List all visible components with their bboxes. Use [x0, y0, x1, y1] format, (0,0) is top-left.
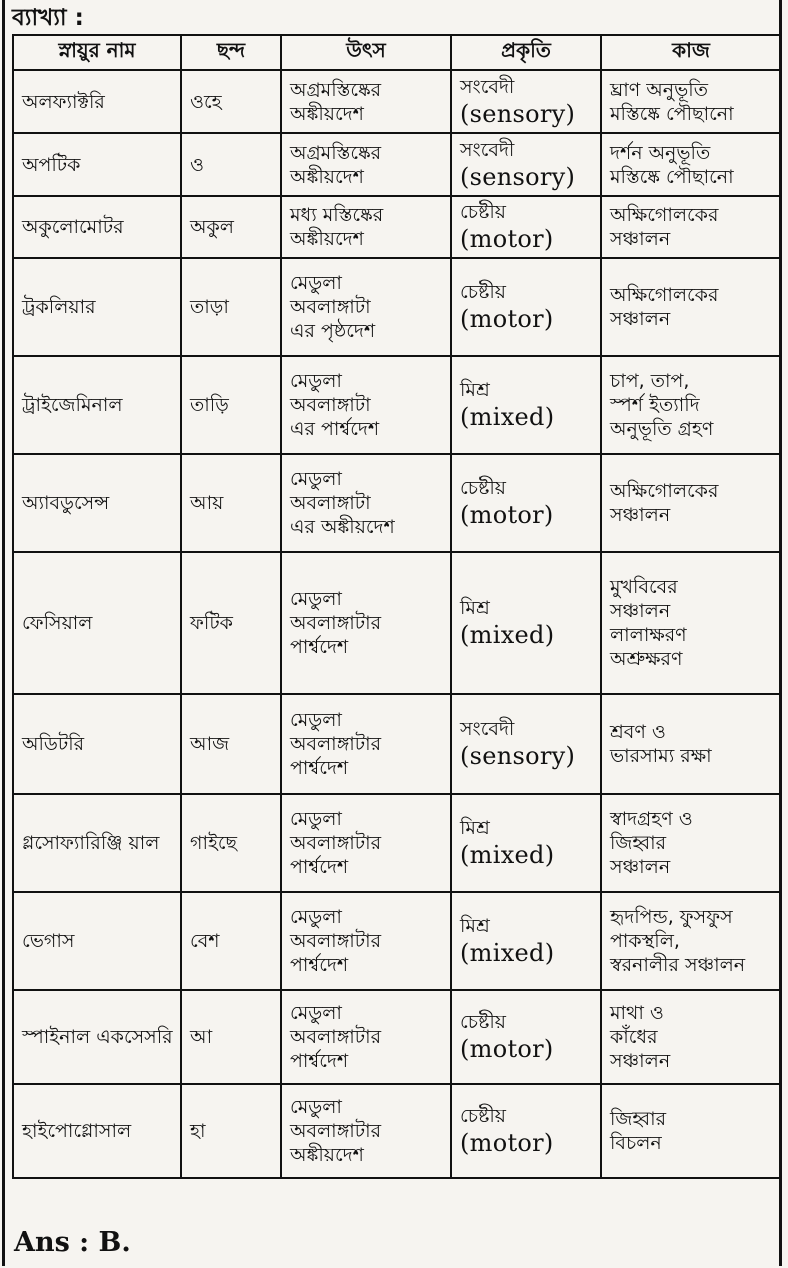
- nerve-nature: [451, 258, 601, 356]
- origin-line: অঙ্কীয়দেশ: [290, 102, 364, 125]
- nature-english: (sensory): [460, 162, 576, 191]
- nature-bengali: মিশ্র: [460, 379, 490, 401]
- header-nerve-name: স্নায়ুর নাম: [13, 35, 181, 70]
- header-mnemonic: ছন্দ: [181, 35, 281, 70]
- origin-line: পার্শ্বদেশ: [290, 856, 349, 878]
- nerve-nature: [451, 196, 601, 258]
- nerve-function: [601, 454, 781, 552]
- nerve-mnemonic: আজ: [181, 694, 281, 794]
- origin-line: পার্শ্বদেশ: [290, 636, 349, 658]
- function-line: মস্তিষ্কে পৌছানো: [610, 102, 734, 125]
- nerve-function: [601, 196, 781, 258]
- origin-line: মেডুলা: [290, 906, 342, 928]
- nature-english: (motor): [460, 501, 554, 529]
- nerve-function: [601, 1084, 781, 1178]
- function-line: সঞ্চালন: [610, 504, 671, 526]
- nerve-mnemonic: অকুল: [181, 196, 281, 258]
- nerve-origin: [281, 794, 451, 892]
- nature-english: (motor): [460, 1129, 554, 1157]
- function-line: অনুভূতি গ্রহণ: [610, 418, 714, 440]
- function-line: মাথা ও: [610, 1002, 664, 1024]
- nerve-mnemonic: তাড়ি: [181, 356, 281, 454]
- nerve-name: অপটিক: [13, 133, 181, 196]
- table-body: [13, 70, 781, 1178]
- origin-line: অঙ্কীয়দেশ: [290, 165, 364, 188]
- nerve-nature: [451, 356, 601, 454]
- table-row: [13, 694, 781, 794]
- origin-line: অবলাঙ্গাটার: [290, 832, 382, 854]
- nature-english: (sensory): [460, 742, 576, 770]
- nerve-name: হাইপোগ্লোসাল: [13, 1084, 181, 1178]
- table-row: [13, 552, 781, 694]
- nerve-function: [601, 70, 781, 133]
- function-line: দর্শন অনুভূতি: [610, 141, 711, 164]
- function-line: চাপ, তাপ,: [610, 370, 690, 392]
- nerve-origin: [281, 133, 451, 196]
- origin-line: অঙ্কীয়দেশ: [290, 228, 364, 250]
- function-line: সঞ্চালন: [610, 856, 671, 878]
- origin-line: অবলাঙ্গাটার: [290, 1026, 382, 1048]
- origin-line: অবলাঙ্গাটার: [290, 612, 382, 634]
- function-line: স্পর্শ ইত্যাদি: [610, 394, 700, 416]
- nerve-origin: [281, 1084, 451, 1178]
- table-row: [13, 70, 781, 133]
- origin-line: অঙ্কীয়দেশ: [290, 1144, 364, 1166]
- function-line: কাঁধের: [610, 1026, 658, 1048]
- nature-english: (motor): [460, 1035, 554, 1063]
- table-row: [13, 454, 781, 552]
- origin-line: অবলাঙ্গাটার: [290, 1120, 382, 1142]
- nature-bengali: মিশ্র: [460, 817, 490, 839]
- nerve-name: অ্যাবডুসেন্স: [13, 454, 181, 552]
- nerve-nature: [451, 552, 601, 694]
- nerve-mnemonic: গাইছে: [181, 794, 281, 892]
- function-line: অক্ষিগোলকের: [610, 480, 719, 502]
- nerve-mnemonic: হা: [181, 1084, 281, 1178]
- nerve-name: ট্রাইজেমিনাল: [13, 356, 181, 454]
- origin-line: এর অঙ্কীয়দেশ: [290, 516, 395, 538]
- nature-english: (mixed): [460, 939, 555, 967]
- nerve-name: স্পাইনাল একসেসরি: [13, 990, 181, 1084]
- nerve-function: [601, 694, 781, 794]
- nerve-nature: [451, 892, 601, 990]
- function-line: ভারসাম্য রক্ষা: [610, 745, 712, 767]
- function-line: ঘ্রাণ অনুভূতি: [610, 78, 708, 101]
- origin-line: মেডুলা: [290, 1096, 342, 1118]
- nerve-name: ফেসিয়াল: [13, 552, 181, 694]
- nerve-nature: [451, 133, 601, 196]
- table-row: [13, 892, 781, 990]
- section-heading: ব্যাখ্যা :: [12, 5, 84, 31]
- nerve-function: [601, 258, 781, 356]
- header-origin: উৎস: [281, 35, 451, 70]
- nature-english: (sensory): [460, 99, 576, 128]
- table-row: [13, 990, 781, 1084]
- origin-line: মেডুলা: [290, 468, 342, 490]
- function-line: জিহ্বার: [610, 1108, 667, 1130]
- origin-line: মেডুলা: [290, 588, 342, 610]
- nerve-mnemonic: আয়: [181, 454, 281, 552]
- origin-line: মধ্য মস্তিষ্কের: [290, 204, 384, 226]
- nerve-nature: [451, 70, 601, 133]
- table-row: [13, 356, 781, 454]
- function-line: লালাক্ষরণ: [610, 624, 687, 646]
- nature-bengali: সংবেদী: [460, 718, 515, 740]
- table-row: [13, 133, 781, 196]
- origin-line: পার্শ্বদেশ: [290, 954, 349, 976]
- table-header-row: [13, 35, 781, 70]
- nerve-nature: [451, 454, 601, 552]
- table-row: [13, 196, 781, 258]
- nature-bengali: সংবেদী: [460, 75, 515, 98]
- nerve-function: [601, 552, 781, 694]
- nerve-function: [601, 133, 781, 196]
- origin-line: অগ্রমস্তিষ্কের: [290, 141, 382, 164]
- nature-english: (motor): [460, 305, 554, 333]
- nerve-origin: [281, 990, 451, 1084]
- header-function: কাজ: [601, 35, 781, 70]
- origin-line: মেডুলা: [290, 272, 342, 294]
- nerve-mnemonic: ও: [181, 133, 281, 196]
- nerve-function: [601, 892, 781, 990]
- nature-english: (mixed): [460, 621, 555, 649]
- nature-bengali: চেষ্টীয়: [460, 1011, 506, 1033]
- function-line: হৃদপিন্ড, ফুসফুস: [610, 906, 733, 928]
- nerve-origin: [281, 892, 451, 990]
- origin-line: অবলাঙ্গাটা: [290, 296, 371, 318]
- nerve-mnemonic: আ: [181, 990, 281, 1084]
- nerve-mnemonic: বেশ: [181, 892, 281, 990]
- origin-line: পার্শ্বদেশ: [290, 1050, 349, 1072]
- nerve-name: অলফ্যাক্টরি: [13, 70, 181, 133]
- nerve-nature: [451, 990, 601, 1084]
- nature-english: (mixed): [460, 403, 555, 431]
- function-line: অশ্রুক্ষরণ: [610, 648, 683, 670]
- origin-line: মেডুলা: [290, 709, 342, 731]
- nature-english: (motor): [460, 225, 554, 253]
- function-line: শ্রবণ ও: [610, 721, 666, 743]
- function-line: সঞ্চালন: [610, 228, 671, 250]
- origin-line: মেডুলা: [290, 1002, 342, 1024]
- origin-line: অবলাঙ্গাটার: [290, 930, 382, 952]
- origin-line: মেডুলা: [290, 808, 342, 830]
- nerve-mnemonic: ফটিক: [181, 552, 281, 694]
- nerve-function: [601, 990, 781, 1084]
- nerve-origin: [281, 196, 451, 258]
- function-line: জিহ্বার: [610, 832, 667, 854]
- table-row: [13, 794, 781, 892]
- nerve-origin: [281, 258, 451, 356]
- origin-line: পার্শ্বদেশ: [290, 757, 349, 779]
- table-row: [13, 1084, 781, 1178]
- function-line: মস্তিষ্কে পৌছানো: [610, 165, 734, 188]
- header-nature: প্রকৃতি: [451, 35, 601, 70]
- nature-bengali: সংবেদী: [460, 138, 515, 161]
- origin-line: অবলাঙ্গাটা: [290, 394, 371, 416]
- function-line: স্বরনালীর সঞ্চালন: [610, 954, 746, 976]
- function-line: সঞ্চালন: [610, 1050, 671, 1072]
- function-line: অক্ষিগোলকের: [610, 284, 719, 306]
- function-line: বিচলন: [610, 1132, 662, 1154]
- answer-text: Ans : B.: [14, 1227, 131, 1258]
- nerve-nature: [451, 794, 601, 892]
- function-line: অক্ষিগোলকের: [610, 204, 719, 226]
- function-line: পাকস্থলি,: [610, 930, 680, 952]
- nerve-nature: [451, 694, 601, 794]
- nature-bengali: চেষ্টীয়: [460, 281, 506, 303]
- origin-line: এর পার্শ্বদেশ: [290, 418, 380, 440]
- cranial-nerve-table: [12, 34, 782, 1179]
- nature-bengali: মিশ্র: [460, 915, 490, 937]
- nerve-mnemonic: ওহে: [181, 70, 281, 133]
- function-line: স্বাদগ্রহণ ও: [610, 808, 693, 830]
- nature-english: (mixed): [460, 841, 555, 869]
- nerve-origin: [281, 454, 451, 552]
- nerve-origin: [281, 356, 451, 454]
- nerve-name: অডিটরি: [13, 694, 181, 794]
- nerve-name: অকুলোমোটর: [13, 196, 181, 258]
- origin-line: অগ্রমস্তিষ্কের: [290, 78, 382, 101]
- nerve-name: ভেগাস: [13, 892, 181, 990]
- nerve-name: ট্রকলিয়ার: [13, 258, 181, 356]
- function-line: সঞ্চালন: [610, 600, 671, 622]
- table-row: [13, 258, 781, 356]
- nature-bengali: চেষ্টীয়: [460, 201, 506, 223]
- origin-line: মেডুলা: [290, 370, 342, 392]
- nerve-function: [601, 794, 781, 892]
- nerve-function: [601, 356, 781, 454]
- nature-bengali: মিশ্র: [460, 597, 490, 619]
- nerve-mnemonic: তাড়া: [181, 258, 281, 356]
- origin-line: অবলাঙ্গাটা: [290, 492, 371, 514]
- function-line: সঞ্চালন: [610, 308, 671, 330]
- origin-line: অবলাঙ্গাটার: [290, 733, 382, 755]
- nature-bengali: চেষ্টীয়: [460, 477, 506, 499]
- function-line: মুখবিবের: [610, 576, 678, 598]
- origin-line: এর পৃষ্ঠদেশ: [290, 320, 376, 342]
- nerve-origin: [281, 552, 451, 694]
- nerve-nature: [451, 1084, 601, 1178]
- nerve-origin: [281, 70, 451, 133]
- nerve-origin: [281, 694, 451, 794]
- nature-bengali: চেষ্টীয়: [460, 1105, 506, 1127]
- nerve-name: গ্লসোফ্যারিঞ্জি য়াল: [13, 794, 181, 892]
